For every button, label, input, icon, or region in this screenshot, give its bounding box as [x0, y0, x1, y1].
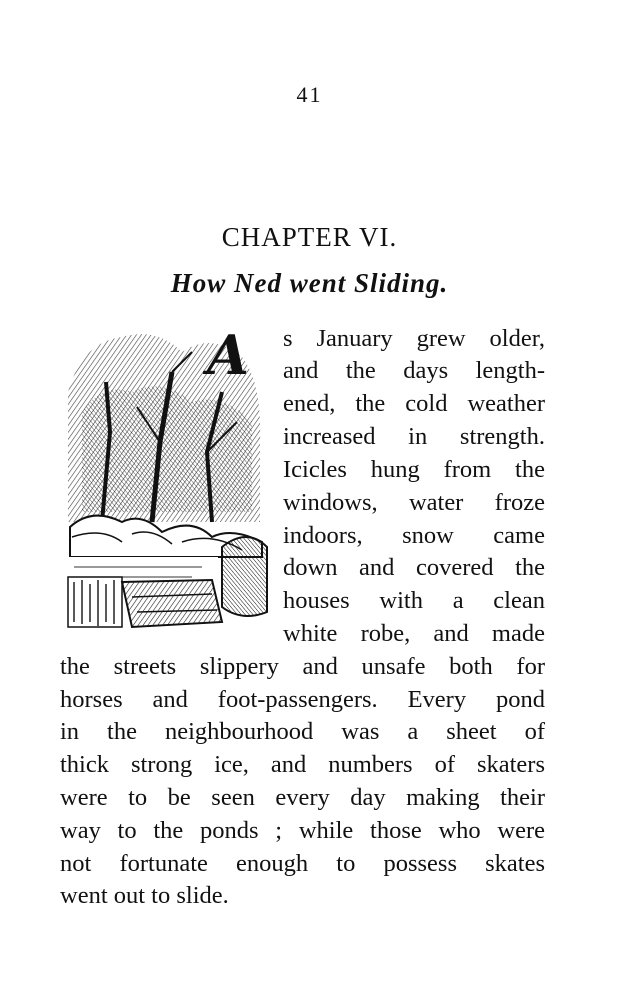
chapter-heading: CHAPTER VI. — [221, 222, 398, 252]
text-line: were to be seen every day making their — [60, 784, 545, 811]
page-number: 41 — [296, 82, 323, 107]
text-line: indoors, snow came — [283, 522, 545, 549]
text-line: ened, the cold weather — [283, 390, 545, 417]
text-line: Icicles hung from the — [283, 456, 545, 483]
chapter-title: How Ned went Sliding. — [170, 268, 449, 298]
text-line: s January grew older, — [283, 325, 545, 352]
text-line: white robe, and made — [283, 620, 545, 647]
woodcut-illustration — [62, 322, 268, 632]
text-line: not fortunate enough to possess skates — [60, 850, 545, 877]
text-line: horses and foot-passengers. Every pond — [60, 686, 545, 713]
text-line: the streets slippery and unsafe both for — [60, 653, 545, 680]
drop-cap-letter: A — [207, 323, 249, 387]
text-line: and the days length- — [283, 357, 545, 384]
text-line: in the neighbourhood was a sheet of — [60, 718, 545, 745]
text-line: went out to slide. — [60, 882, 229, 909]
text-line: thick strong ice, and numbers of skaters — [60, 751, 545, 778]
text-line: way to the ponds ; while those who were — [60, 817, 545, 844]
text-line: houses with a clean — [283, 587, 545, 614]
text-line: windows, water froze — [283, 489, 545, 516]
text-line: down and covered the — [283, 554, 545, 581]
text-line: increased in strength. — [283, 423, 545, 450]
